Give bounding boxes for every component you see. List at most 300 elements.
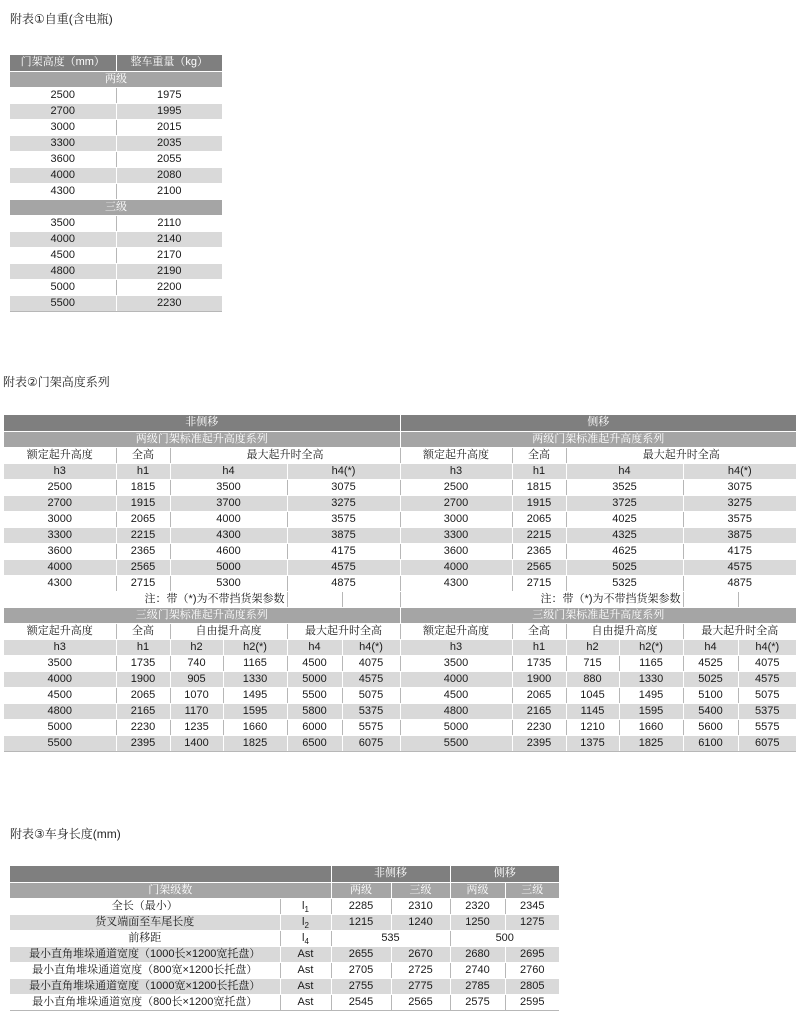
value-cell: 1815 (116, 479, 170, 495)
section-row-two-stage (10, 71, 222, 87)
value-cell: 1495 (619, 687, 683, 703)
value-cell: 1915 (512, 495, 566, 511)
value-cell: 1915 (116, 495, 170, 511)
value-cell: 2230 (116, 719, 170, 735)
value-cell: 4075 (738, 655, 796, 671)
value-cell: 1900 (116, 671, 170, 687)
table-row (10, 167, 222, 183)
value-cell: 2500 (10, 87, 116, 103)
value-cell: 5375 (738, 703, 796, 719)
value-cell: 自由提升高度 (170, 623, 287, 639)
table-row (4, 719, 796, 735)
value-cell: 1825 (223, 735, 287, 751)
table-row (4, 559, 796, 575)
value-cell: 2785 (450, 978, 505, 994)
value-cell: 2715 (116, 575, 170, 591)
value-cell: 2365 (512, 543, 566, 559)
value-cell: 2165 (116, 703, 170, 719)
value-cell: 5075 (738, 687, 796, 703)
value-cell: 6075 (342, 735, 400, 751)
value-cell: 2740 (450, 962, 505, 978)
value-cell: 1240 (391, 914, 450, 930)
value-cell: 2680 (450, 946, 505, 962)
value-cell: 1975 (116, 87, 222, 103)
value-cell: 2700 (10, 103, 116, 119)
symbol-cell: Ast (280, 994, 331, 1010)
value-cell: 3500 (10, 215, 116, 231)
value-cell: 2065 (116, 687, 170, 703)
header-cell: 三级 (505, 882, 559, 898)
value-cell: 2200 (116, 279, 222, 295)
header-cell: 两级门架标准起升高度系列 (400, 431, 796, 447)
value-cell (738, 591, 796, 607)
value-cell: 2755 (331, 978, 391, 994)
value-cell: 4800 (4, 703, 116, 719)
value-cell: 1330 (619, 671, 683, 687)
table-row (10, 962, 559, 978)
shift-header-row (4, 415, 796, 431)
value-cell: 2565 (391, 994, 450, 1010)
value-cell: 2170 (116, 247, 222, 263)
value-cell: 3600 (10, 151, 116, 167)
value-cell: 4025 (566, 511, 683, 527)
value-cell: 4325 (566, 527, 683, 543)
header-cell: h1 (512, 463, 566, 479)
value-cell: 4000 (400, 559, 512, 575)
series-header-row (4, 431, 796, 447)
value-cell: 2805 (505, 978, 559, 994)
value-cell: 4300 (10, 183, 116, 199)
header-cell: h3 (4, 463, 116, 479)
value-cell: 1235 (170, 719, 223, 735)
value-cell: 1250 (450, 914, 505, 930)
value-cell: 5075 (342, 687, 400, 703)
value-cell: 4500 (10, 247, 116, 263)
value-cell: 1165 (223, 655, 287, 671)
header-cell: h4 (287, 639, 342, 655)
value-cell: 2655 (331, 946, 391, 962)
value-cell: 额定起升高度 (4, 623, 116, 639)
value-cell: 2100 (116, 183, 222, 199)
value-cell: 2545 (331, 994, 391, 1010)
table-row (10, 247, 222, 263)
table-row (4, 735, 796, 751)
value-cell: 1275 (505, 914, 559, 930)
value-cell: 5500 (4, 735, 116, 751)
value-cell: 5800 (287, 703, 342, 719)
symbol-row (4, 463, 796, 479)
table1-title: 附表①自重(含电瓶) (10, 12, 113, 26)
value-cell: 3500 (170, 479, 287, 495)
value-cell (287, 591, 342, 607)
value-cell: 5000 (287, 671, 342, 687)
value-cell: 3500 (4, 655, 116, 671)
value-cell: 2015 (116, 119, 222, 135)
header-cell: h2(*) (223, 639, 287, 655)
table-row (10, 119, 222, 135)
section-row-three-stage (10, 199, 222, 215)
value-cell: 自由提升高度 (566, 623, 683, 639)
value-cell: 全高 (116, 447, 170, 463)
value-cell: 6500 (287, 735, 342, 751)
value-cell: 5500 (287, 687, 342, 703)
value-cell: 2760 (505, 962, 559, 978)
row-label: 最小直角堆垛通道宽度（1000宽×1200长托盘） (10, 978, 280, 994)
value-cell: 3575 (287, 511, 400, 527)
body-length-table (10, 866, 559, 1011)
value-cell: 2320 (450, 898, 505, 914)
value-cell: 1070 (170, 687, 223, 703)
symbol-cell: $l_2$ (280, 914, 331, 930)
value-cell: 4800 (400, 703, 512, 719)
table-row (10, 279, 222, 295)
value-cell: 1330 (223, 671, 287, 687)
table-row (4, 479, 796, 495)
value-cell: 5300 (170, 575, 287, 591)
value-cell: 5325 (566, 575, 683, 591)
table-row (4, 575, 796, 591)
value-cell: 3275 (683, 495, 796, 511)
header-cell: 三级门架标准起升高度系列 (400, 607, 796, 623)
value-cell: 2700 (400, 495, 512, 511)
header-cell: h4 (566, 463, 683, 479)
symbol-row (4, 639, 796, 655)
value-cell: 4000 (4, 671, 116, 687)
value-cell: 4500 (400, 687, 512, 703)
series-header-row (4, 607, 796, 623)
value-cell: 1210 (566, 719, 619, 735)
value-cell: 2140 (116, 231, 222, 247)
value-cell: 2065 (512, 687, 566, 703)
value-cell: 4300 (170, 527, 287, 543)
value-cell: 3725 (566, 495, 683, 511)
value-cell: 5575 (738, 719, 796, 735)
table-row (10, 978, 559, 994)
value-cell: 1400 (170, 735, 223, 751)
value-cell: 2395 (116, 735, 170, 751)
value-cell: 2310 (391, 898, 450, 914)
value-cell: 1375 (566, 735, 619, 751)
header-cell: h1 (116, 463, 170, 479)
row-label: 最小直角堆垛通道宽度（800长×1200宽托盘） (10, 994, 280, 1010)
value-cell: 2595 (505, 994, 559, 1010)
value-cell: 4600 (170, 543, 287, 559)
value-cell: 3300 (400, 527, 512, 543)
table-row (10, 295, 222, 311)
value-cell: 4000 (400, 671, 512, 687)
value-cell: 1145 (566, 703, 619, 719)
value-cell: 1595 (619, 703, 683, 719)
header-cell: 三级 (391, 882, 450, 898)
value-cell: 2575 (450, 994, 505, 1010)
value-cell: 4175 (683, 543, 796, 559)
symbol-cell: Ast (280, 962, 331, 978)
note-cell: 注：带（*)为不带挡货架参数 (4, 591, 287, 607)
value-cell: 6000 (287, 719, 342, 735)
header-cell: 侧移 (450, 866, 559, 882)
value-cell: 905 (170, 671, 223, 687)
shift-header-row (10, 866, 559, 882)
value-cell: 3300 (4, 527, 116, 543)
table-row (4, 687, 796, 703)
value-cell: 1660 (619, 719, 683, 735)
table-row (10, 898, 559, 914)
header-cell: h2 (566, 639, 619, 655)
value-cell: 5000 (10, 279, 116, 295)
value-cell: 5025 (683, 671, 738, 687)
value-cell: 1995 (116, 103, 222, 119)
value-cell: 2705 (331, 962, 391, 978)
value-cell: 2035 (116, 135, 222, 151)
table-row (4, 671, 796, 687)
value-cell: 535 (331, 930, 450, 946)
header-cell: 两级门架标准起升高度系列 (4, 431, 400, 447)
value-cell: 3075 (287, 479, 400, 495)
value-cell: 额定起升高度 (4, 447, 116, 463)
table-row (10, 87, 222, 103)
header-cell: 门架高度（mm） (10, 55, 116, 71)
value-cell: 4525 (683, 655, 738, 671)
value-cell: 2715 (512, 575, 566, 591)
value-cell: 5500 (10, 295, 116, 311)
table3-title: 附表③车身长度(mm) (10, 827, 121, 841)
value-cell: 3600 (4, 543, 116, 559)
header-cell (10, 866, 331, 882)
note-cell: 注：带（*)为不带挡货架参数 (400, 591, 683, 607)
value-cell: 全高 (512, 447, 566, 463)
value-cell: 5000 (170, 559, 287, 575)
row-label: 货叉端面至车尾长度 (10, 914, 280, 930)
value-cell: 2500 (400, 479, 512, 495)
value-cell: 2190 (116, 263, 222, 279)
table-row (10, 946, 559, 962)
column-group-row (4, 447, 796, 463)
table-row (10, 994, 559, 1010)
value-cell: 2565 (116, 559, 170, 575)
value-cell: 1495 (223, 687, 287, 703)
value-cell: 2065 (512, 511, 566, 527)
table-row (4, 703, 796, 719)
header-cell: h1 (512, 639, 566, 655)
value-cell: 最大起升时全高 (683, 623, 796, 639)
mast-stage-header-row (10, 882, 559, 898)
value-cell: 3875 (683, 527, 796, 543)
value-cell (342, 591, 400, 607)
value-cell: 1165 (619, 655, 683, 671)
value-cell: 全高 (116, 623, 170, 639)
mast-height-series-table (4, 415, 796, 752)
symbol-cell: Ast (280, 946, 331, 962)
value-cell: 4875 (683, 575, 796, 591)
value-cell: 4075 (342, 655, 400, 671)
value-cell: 1595 (223, 703, 287, 719)
value-cell: 3600 (400, 543, 512, 559)
self-weight-table (10, 55, 222, 312)
header-cell: h4(*) (683, 463, 796, 479)
value-cell: 2285 (331, 898, 391, 914)
header-cell: 两级 (331, 882, 391, 898)
value-cell: 3575 (683, 511, 796, 527)
header-cell: 门架级数 (10, 882, 331, 898)
value-cell: 1170 (170, 703, 223, 719)
value-cell: 5000 (4, 719, 116, 735)
table-row (4, 655, 796, 671)
value-cell: 5100 (683, 687, 738, 703)
value-cell: 2345 (505, 898, 559, 914)
header-cell: h4(*) (287, 463, 400, 479)
value-cell: 5600 (683, 719, 738, 735)
value-cell: 4300 (4, 575, 116, 591)
value-cell: 2725 (391, 962, 450, 978)
value-cell (683, 591, 738, 607)
table-row (10, 103, 222, 119)
header-cell: h3 (400, 639, 512, 655)
header-cell: 三级门架标准起升高度系列 (4, 607, 400, 623)
header-cell: 侧移 (400, 415, 796, 431)
header-cell: 两级 (450, 882, 505, 898)
value-cell: 4175 (287, 543, 400, 559)
table1-header-row (10, 55, 222, 71)
value-cell: 1735 (512, 655, 566, 671)
header-cell: 两级 (10, 71, 222, 87)
value-cell: 3000 (4, 511, 116, 527)
table-row (4, 495, 796, 511)
value-cell: 3300 (10, 135, 116, 151)
value-cell: 2500 (4, 479, 116, 495)
value-cell: 3000 (400, 511, 512, 527)
value-cell: 3875 (287, 527, 400, 543)
header-cell: h4(*) (342, 639, 400, 655)
table-row (10, 263, 222, 279)
value-cell: 5500 (400, 735, 512, 751)
value-cell: 4000 (4, 559, 116, 575)
value-cell: 740 (170, 655, 223, 671)
value-cell: 3500 (400, 655, 512, 671)
value-cell: 1825 (619, 735, 683, 751)
value-cell: 3075 (683, 479, 796, 495)
symbol-cell: $l_1$ (280, 898, 331, 914)
table-row (4, 527, 796, 543)
value-cell: 3700 (170, 495, 287, 511)
value-cell: 2230 (116, 295, 222, 311)
value-cell: 4575 (342, 671, 400, 687)
value-cell: 2565 (512, 559, 566, 575)
value-cell: 2065 (116, 511, 170, 527)
value-cell: 6100 (683, 735, 738, 751)
header-cell: h2(*) (619, 639, 683, 655)
value-cell: 2110 (116, 215, 222, 231)
row-label: 最小直角堆垛通道宽度（800宽×1200长托盘） (10, 962, 280, 978)
table-row (10, 930, 559, 946)
header-cell: h1 (116, 639, 170, 655)
value-cell: 715 (566, 655, 619, 671)
header-cell: h4(*) (738, 639, 796, 655)
table-row (4, 543, 796, 559)
value-cell: 5000 (400, 719, 512, 735)
header-cell: 整车重量（kg） (116, 55, 222, 71)
value-cell: 4500 (4, 687, 116, 703)
value-cell: 2670 (391, 946, 450, 962)
header-cell: h3 (400, 463, 512, 479)
symbol-cell: Ast (280, 978, 331, 994)
value-cell: 4875 (287, 575, 400, 591)
header-cell: 非侧移 (331, 866, 450, 882)
header-cell: 三级 (10, 199, 222, 215)
value-cell: 2700 (4, 495, 116, 511)
table-row (10, 231, 222, 247)
value-cell: 2055 (116, 151, 222, 167)
value-cell: 额定起升高度 (400, 447, 512, 463)
value-cell: 1660 (223, 719, 287, 735)
value-cell: 最大起升时全高 (170, 447, 400, 463)
value-cell: 2695 (505, 946, 559, 962)
table-row (10, 151, 222, 167)
value-cell: 1815 (512, 479, 566, 495)
value-cell: 1215 (331, 914, 391, 930)
note-row (4, 591, 796, 607)
value-cell: 1735 (116, 655, 170, 671)
row-label: 前移距 (10, 930, 280, 946)
value-cell: 额定起升高度 (400, 623, 512, 639)
value-cell: 4575 (683, 559, 796, 575)
header-cell: h4 (170, 463, 287, 479)
value-cell: 4300 (400, 575, 512, 591)
value-cell: 4575 (287, 559, 400, 575)
value-cell: 4000 (10, 167, 116, 183)
value-cell: 880 (566, 671, 619, 687)
value-cell: 1900 (512, 671, 566, 687)
header-cell: h2 (170, 639, 223, 655)
value-cell: 4500 (287, 655, 342, 671)
header-cell: h3 (4, 639, 116, 655)
value-cell: 4575 (738, 671, 796, 687)
value-cell: 4000 (170, 511, 287, 527)
header-cell: 非侧移 (4, 415, 400, 431)
header-cell: h4 (683, 639, 738, 655)
value-cell: 5025 (566, 559, 683, 575)
table-row (10, 183, 222, 199)
table-row (10, 914, 559, 930)
value-cell: 2165 (512, 703, 566, 719)
value-cell: 5375 (342, 703, 400, 719)
value-cell: 3275 (287, 495, 400, 511)
row-label: 全长（最小） (10, 898, 280, 914)
value-cell: 2230 (512, 719, 566, 735)
value-cell: 3000 (10, 119, 116, 135)
value-cell: 6075 (738, 735, 796, 751)
value-cell: 2215 (116, 527, 170, 543)
column-group-row (4, 623, 796, 639)
value-cell: 4800 (10, 263, 116, 279)
table-row (10, 135, 222, 151)
table2-title: 附表②门架高度系列 (3, 375, 110, 389)
value-cell: 500 (450, 930, 559, 946)
value-cell: 4000 (10, 231, 116, 247)
value-cell: 2365 (116, 543, 170, 559)
value-cell: 2215 (512, 527, 566, 543)
value-cell: 2775 (391, 978, 450, 994)
value-cell: 5575 (342, 719, 400, 735)
value-cell: 1045 (566, 687, 619, 703)
symbol-cell: $l_4$ (280, 930, 331, 946)
value-cell: 3525 (566, 479, 683, 495)
table-row (10, 215, 222, 231)
table-row (4, 511, 796, 527)
value-cell: 4625 (566, 543, 683, 559)
value-cell: 5400 (683, 703, 738, 719)
value-cell: 最大起升时全高 (566, 447, 796, 463)
row-label: 最小直角堆垛通道宽度（1000长×1200宽托盘） (10, 946, 280, 962)
